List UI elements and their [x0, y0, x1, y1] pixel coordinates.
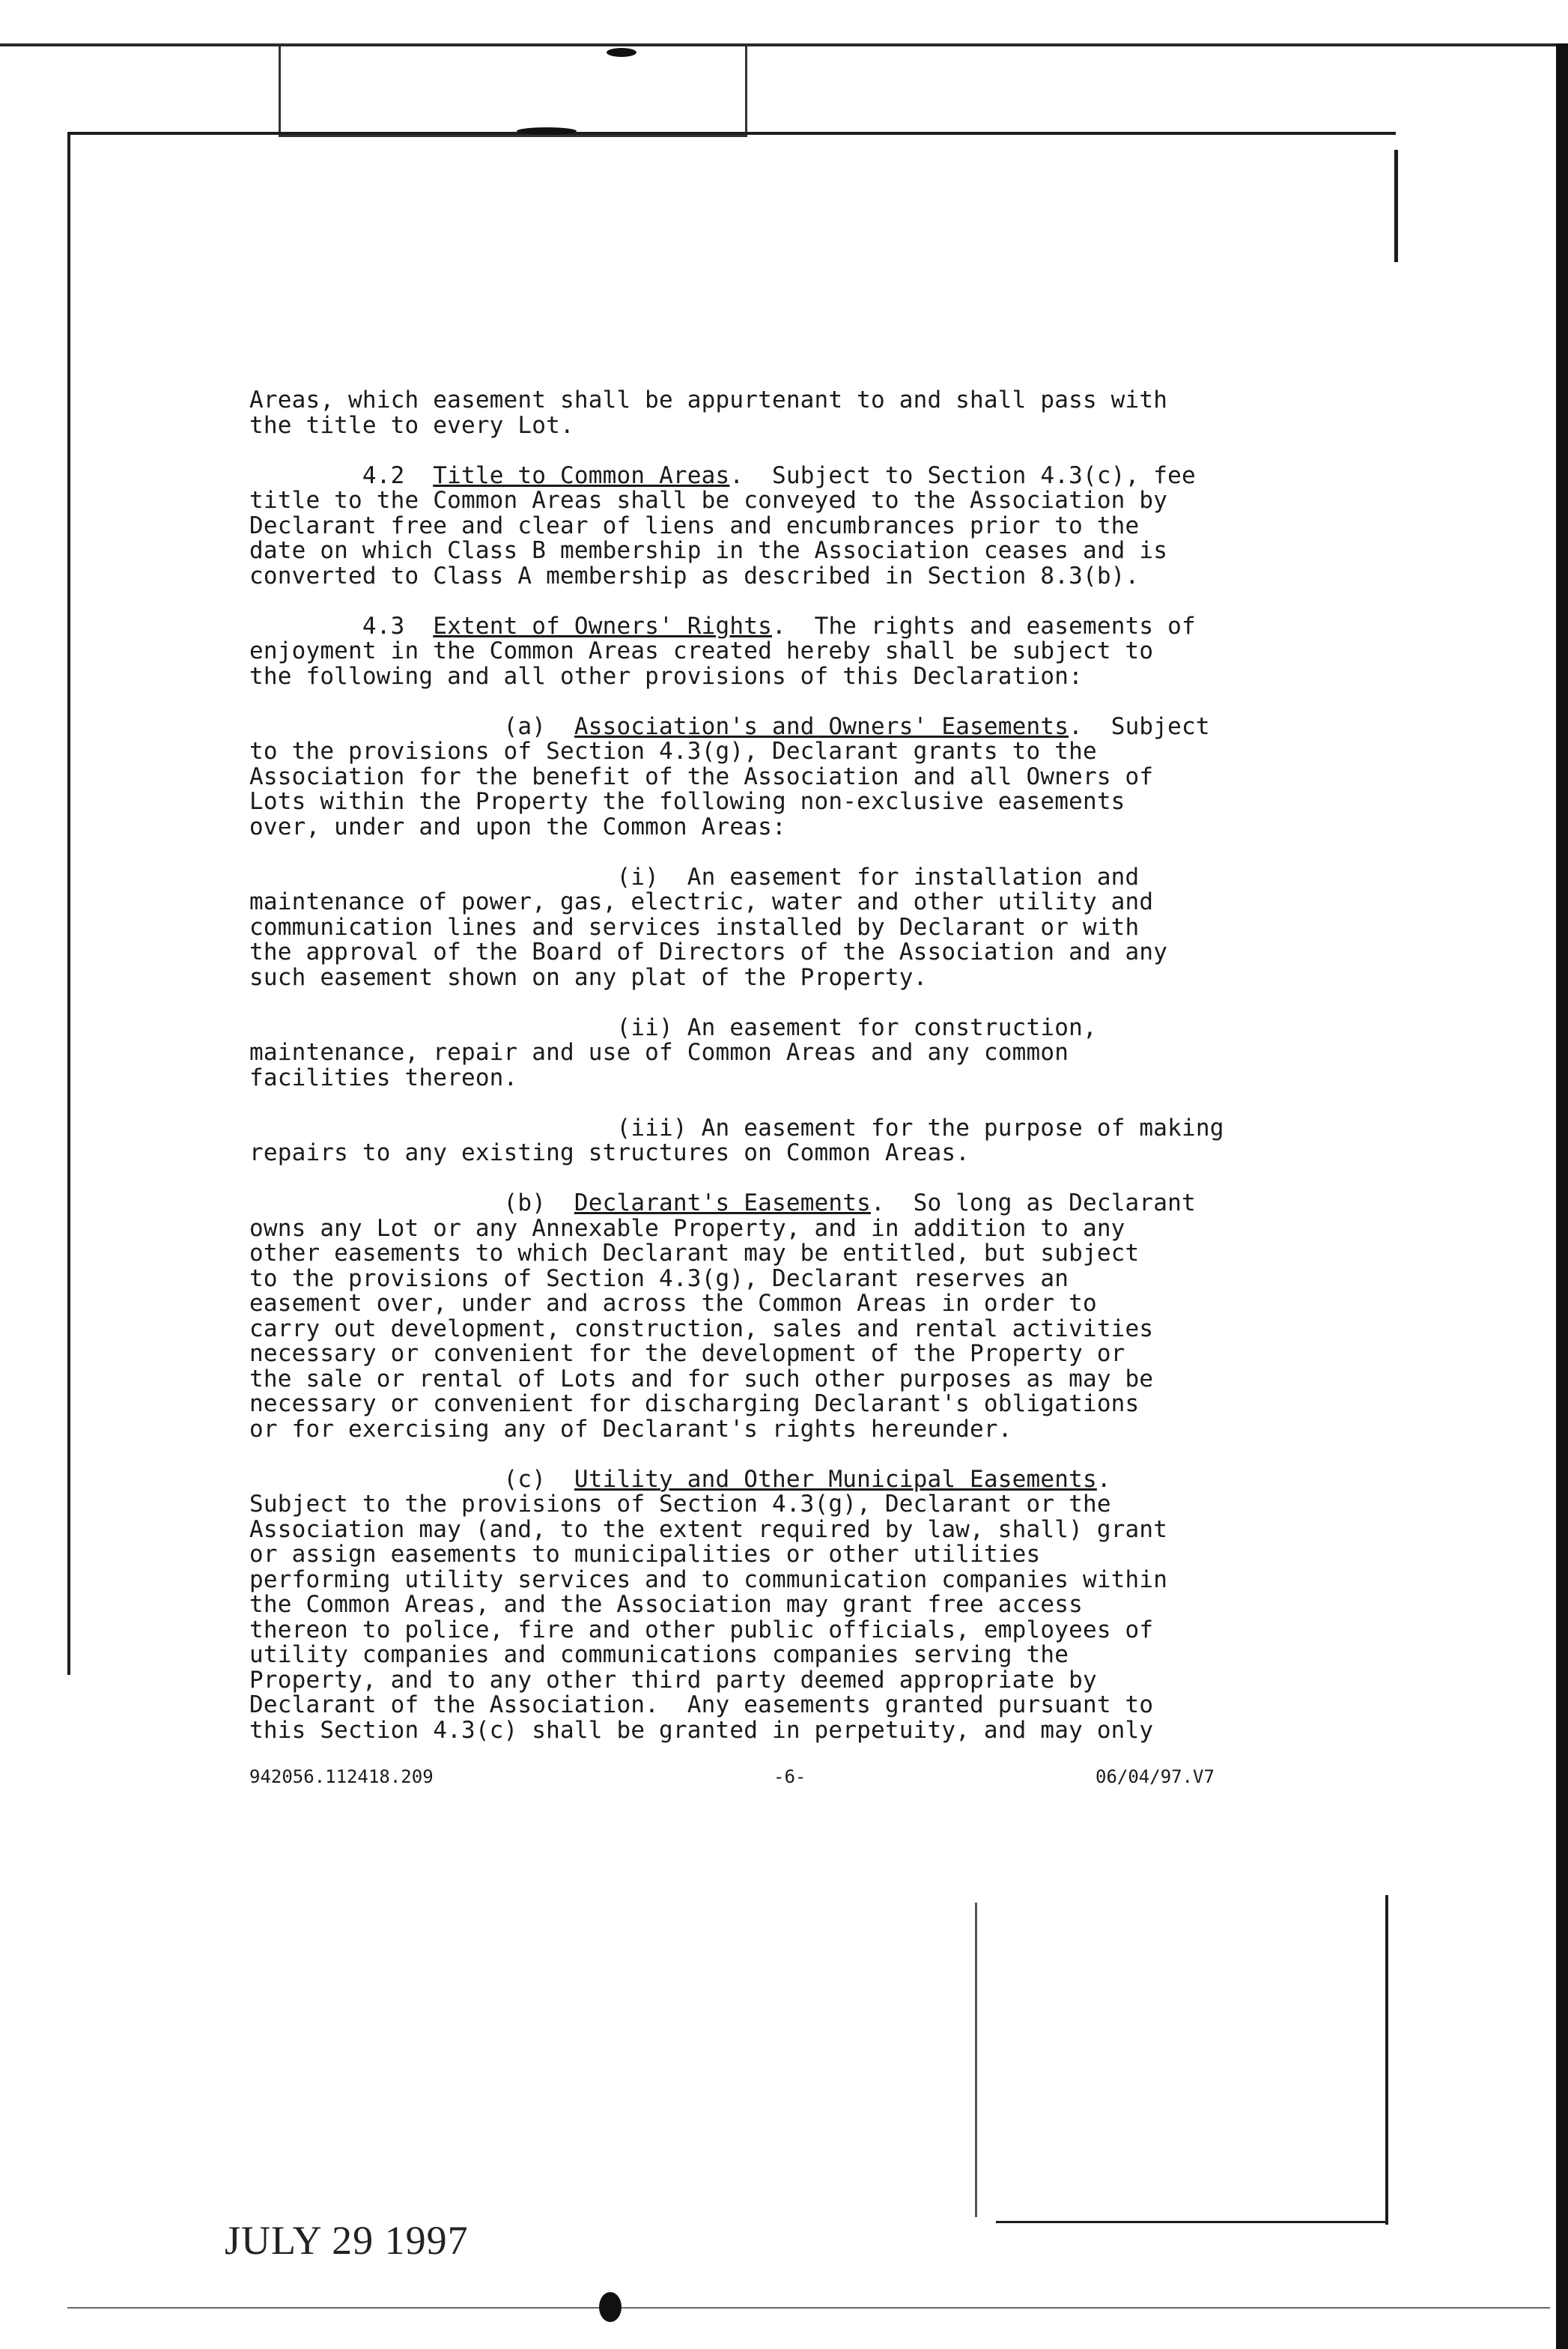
section-number: 4.2	[362, 461, 434, 489]
text-line: maintenance of power, gas, electric, water and other utility and	[249, 888, 1154, 915]
paragraph	[249, 388, 1268, 438]
text-line: converted to Class A membership as described in Section 8.3(b).	[249, 562, 1140, 589]
footer-page-number: -6-	[774, 1766, 806, 1787]
paragraph	[249, 461, 1268, 589]
paragraph	[249, 1013, 1268, 1091]
section-heading: Extent of Owners' Rights	[433, 612, 772, 640]
scan-edge-right	[1556, 43, 1568, 2349]
section-number: (c)	[503, 1465, 574, 1493]
text-line: such easement shown on any plat of the Property.	[249, 963, 928, 991]
text-line: the title to every Lot.	[249, 411, 574, 439]
footer-version: 06/04/97.V7	[1096, 1766, 1215, 1787]
section-heading: Title to Common Areas	[433, 461, 730, 489]
text-line: Subject to the provisions of Section 4.3(g), Declarant or the	[249, 1491, 1111, 1518]
indent	[249, 1189, 504, 1216]
text-line: carry out development, construction, sales and rental activities	[249, 1315, 1154, 1342]
section-heading: Declarant's Easements	[574, 1189, 872, 1216]
scan-line-bottom	[67, 2307, 1550, 2309]
scan-line-lower-mid	[975, 1903, 977, 2217]
paragraph	[249, 614, 1268, 690]
text-line: this Section 4.3(c) shall be granted in perpetuity, and may only	[249, 1716, 1154, 1744]
first-line-text: .	[1096, 1465, 1111, 1493]
text-line: necessary or convenient for discharging Declarant's obligations	[249, 1390, 1140, 1417]
indent	[249, 1466, 504, 1493]
first-line-text: An easement for the purpose of making	[687, 1114, 1224, 1142]
paragraph	[249, 1467, 1268, 1744]
scan-tab-box	[279, 46, 747, 137]
date-stamp: JULY 29 1997	[225, 2218, 469, 2263]
text-line: Association for the benefit of the Association and all Owners of	[249, 763, 1154, 790]
section-number: (i)	[616, 863, 660, 891]
document-body	[249, 388, 1268, 1768]
paragraph	[249, 712, 1268, 840]
text-line: owns any Lot or any Annexable Property, and in addition to any	[249, 1214, 1125, 1242]
indent	[249, 462, 362, 489]
indent	[249, 1115, 616, 1142]
text-line: over, under and upon the Common Areas:	[249, 813, 786, 840]
paragraph-first-line	[249, 613, 1196, 640]
first-line-text: An easement for installation and	[659, 863, 1140, 891]
text-line: or for exercising any of Declarant's rights hereunder.	[249, 1415, 1012, 1443]
first-line-text: An easement for construction,	[672, 1013, 1097, 1041]
scan-border-top	[0, 43, 1568, 46]
scan-border-inner-top	[70, 132, 1396, 135]
section-number: (b)	[503, 1189, 574, 1216]
text-line: thereon to police, fire and other public officials, employees of	[249, 1616, 1154, 1643]
section-number: (a)	[503, 712, 574, 740]
text-line: Association may (and, to the extent required by law, shall) grant	[249, 1515, 1168, 1543]
scan-blot	[607, 48, 636, 57]
text-line: performing utility services and to communication companies within	[249, 1566, 1168, 1593]
section-number: (iii)	[616, 1114, 687, 1142]
section-heading: Utility and Other Municipal Easements	[574, 1465, 1097, 1493]
text-line: Property, and to any other third party deemed appropriate by	[249, 1666, 1097, 1694]
indent	[249, 613, 362, 640]
indent	[249, 1014, 616, 1041]
page-footer	[249, 1766, 1253, 1792]
text-line: necessary or convenient for the development of the Property or	[249, 1340, 1125, 1367]
paragraph	[249, 1191, 1268, 1442]
text-line: title to the Common Areas shall be conveyed to the Association by	[249, 487, 1168, 514]
paragraph	[249, 865, 1268, 991]
paragraph-first-line	[249, 462, 1196, 489]
text-line: to the provisions of Section 4.3(g), Declarant grants to the	[249, 738, 1097, 765]
text-line: Declarant free and clear of liens and encumbrances prior to the	[249, 512, 1140, 539]
indent	[249, 713, 504, 740]
text-line: maintenance, repair and use of Common Areas and any common	[249, 1039, 1069, 1066]
footer-doc-id: 942056.112418.209	[249, 1766, 434, 1787]
text-line: Lots within the Property the following non-exclusive easements	[249, 788, 1125, 815]
indent	[249, 864, 616, 891]
text-line: the sale or rental of Lots and for such other purposes as may be	[249, 1365, 1154, 1392]
first-line-text: . Subject	[1069, 712, 1210, 740]
text-line: date on which Class B membership in the Association ceases and is	[249, 537, 1168, 564]
scan-border-left	[67, 132, 70, 1675]
text-line: Declarant of the Association. Any easements granted pursuant to	[249, 1691, 1154, 1718]
first-line-text: . The rights and easements of	[771, 612, 1196, 640]
text-line: communication lines and services installed by Declarant or with	[249, 913, 1140, 941]
scan-line-lower-bottom	[996, 2221, 1388, 2223]
text-line: repairs to any existing structures on Common Areas.	[249, 1139, 970, 1166]
first-line-text: . So long as Declarant	[871, 1189, 1196, 1216]
text-line: Areas, which easement shall be appurtenant to and shall pass with	[249, 387, 1168, 413]
text-line: facilities thereon.	[249, 1064, 518, 1091]
paragraph-first-line	[249, 1466, 1111, 1493]
paragraph-first-line	[249, 713, 1210, 740]
section-heading: Association's and Owners' Easements	[574, 712, 1069, 740]
section-number: (ii)	[616, 1013, 673, 1041]
text-line: to the provisions of Section 4.3(g), Declarant reserves an	[249, 1264, 1069, 1292]
first-line-text: . Subject to Section 4.3(c), fee	[729, 461, 1196, 489]
text-line: easement over, under and across the Common Areas in order to	[249, 1290, 1097, 1317]
text-line: the Common Areas, and the Association may grant free access	[249, 1591, 1083, 1618]
paragraph-first-line	[249, 1189, 1196, 1216]
section-number: 4.3	[362, 612, 434, 640]
text-line: other easements to which Declarant may be entitled, but subject	[249, 1240, 1140, 1267]
scan-border-right	[1394, 150, 1398, 262]
scan-line-lower-right	[1385, 1895, 1388, 2225]
scan-blot	[517, 127, 577, 135]
paragraph-first-line	[249, 1014, 1097, 1041]
paragraph-first-line	[249, 864, 1139, 891]
text-line: the approval of the Board of Directors of the Association and any	[249, 939, 1168, 966]
text-line: enjoyment in the Common Areas created hereby shall be subject to	[249, 637, 1154, 664]
scan-blot	[599, 2292, 622, 2322]
text-line: or assign easements to municipalities or other utilities	[249, 1541, 1041, 1568]
paragraph-first-line	[249, 1115, 1224, 1142]
paragraph	[249, 1116, 1268, 1166]
text-line: utility companies and communications companies serving the	[249, 1641, 1069, 1668]
text-line: the following and all other provisions of this Declaration:	[249, 662, 1083, 690]
